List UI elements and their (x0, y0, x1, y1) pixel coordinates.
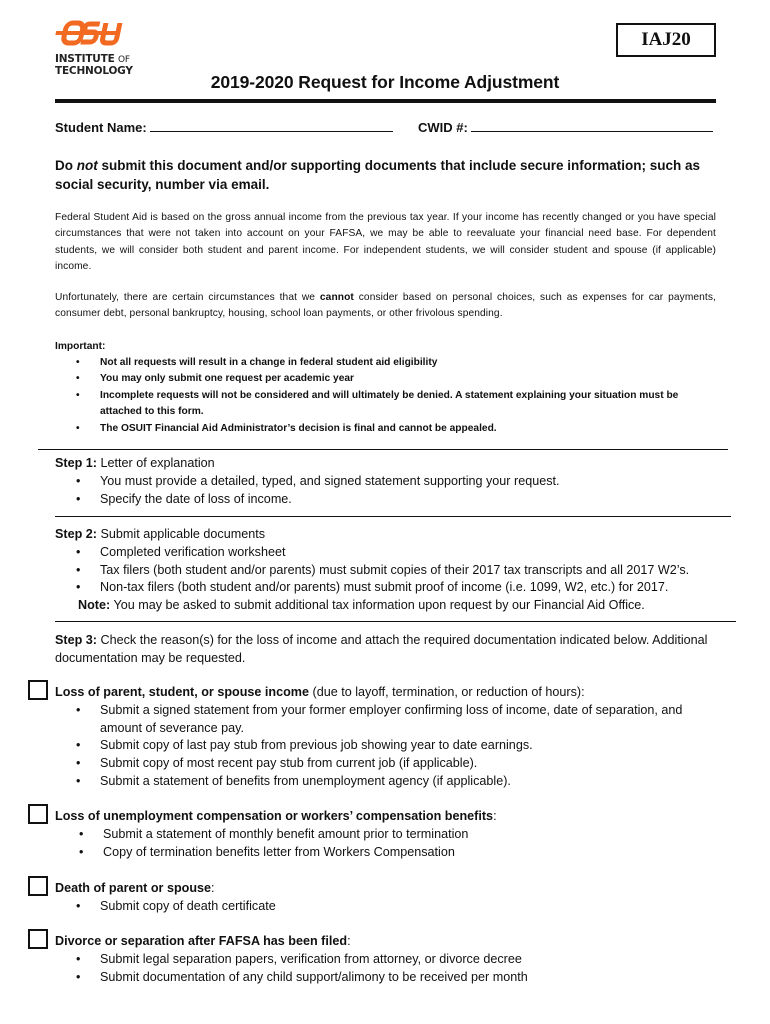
list-item: • Completed verification worksheet (55, 544, 716, 562)
logo-line-1: INSTITUTE (55, 53, 115, 65)
step-1-list (55, 473, 716, 509)
form-code: IAJ20 (641, 29, 691, 50)
page-title: 2019-2020 Request for Income Adjustment (210, 72, 560, 92)
list-item: • Submit copy of death certificate (55, 898, 718, 916)
list-item: • Incomplete requests will not be considered and will ultimately be denied. A statement explaining your situation must be attached to this form. (55, 388, 716, 421)
cwid-field[interactable] (418, 120, 713, 135)
reason-detail: : (211, 881, 215, 895)
divorce-checkbox[interactable] (28, 929, 48, 949)
list-item: • Submit a statement of monthly benefit amount prior to termination (58, 826, 718, 844)
list-item: • Specify the date of loss of income. (55, 491, 716, 509)
list-item: • Not all requests will result in a change in federal student aid eligibility (55, 355, 716, 371)
reason-detail: : (347, 934, 351, 948)
warning-suffix: submit this document and/or supporting documents that include secure information; such as social security, number via email. (55, 158, 701, 192)
step-2-list (55, 544, 716, 597)
list-item: • Non-tax filers (both student and/or parents) must submit proof of income (i.e. 1099, W2, etc.) for 2017. (55, 579, 716, 597)
list-item: • Submit documentation of any child support/alimony to be received per month (55, 969, 718, 987)
osu-logo-icon (55, 18, 125, 48)
cwid-label: CWID #: (418, 120, 468, 135)
reason-list (55, 826, 718, 862)
reason-list (55, 898, 718, 916)
important-heading: Important: (55, 341, 106, 352)
list-item: • Submit a statement of benefits from unemployment agency (if applicable). (55, 773, 718, 791)
step-2-label: Step 2: (55, 527, 97, 541)
reason-heading (55, 808, 718, 826)
list-item: • Copy of termination benefits letter from Workers Compensation (58, 844, 718, 862)
osu-logo (55, 18, 145, 77)
reason-detail: (due to layoff, termination, or reduction of hours): (309, 685, 585, 699)
form-code-box (616, 23, 716, 57)
reason-list (55, 702, 718, 791)
logo-line-2: TECHNOLOGY (55, 65, 133, 77)
reason-title: Divorce or separation after FAFSA has been filed (55, 934, 348, 948)
list-item: • Submit a signed statement from your former employer confirming loss of income, date of separation, and amount of severance pay. (55, 702, 718, 738)
step-1-label: Step 1: (55, 456, 97, 470)
reason-loss-of-income (28, 684, 718, 791)
intro-paragraph-1: Federal Student Aid is based on the gross annual income from the previous tax year. If your income has recently changed or you have special circumstances that were not taken into account on your FAFSA, we may be able to reevaluate your financial need base. For dependent students, we will consider both student and parent income. For independent students, we will consider student and spouse (if applicable) income. (55, 212, 716, 273)
divider (55, 516, 731, 517)
list-item: • The OSUIT Financial Aid Administrator’s decision is final and cannot be appealed. (55, 421, 716, 437)
reason-title: Loss of parent, student, or spouse income (55, 685, 310, 699)
list-item: • You may only submit one request per academic year (55, 371, 716, 387)
logo-of: OF (118, 55, 130, 65)
list-item: • Submit copy of most recent pay stub from current job (if applicable). (55, 755, 718, 773)
reason-heading (55, 880, 718, 898)
reason-list (55, 951, 718, 987)
step-2-note (55, 597, 716, 615)
note-label: Note: (78, 598, 111, 613)
loss-of-income-checkbox[interactable] (28, 680, 48, 700)
step-3 (55, 632, 716, 668)
title-rule (55, 99, 716, 103)
list-item: • Submit legal separation papers, verification from attorney, or divorce decree (55, 951, 718, 969)
reason-heading (55, 684, 718, 702)
step-3-text: Check the reason(s) for the loss of income and attach the required documentation indicated below. Additional documentation may be requested. (55, 633, 708, 665)
divider (55, 621, 736, 622)
reason-title: Loss of unemployment compensation or workers’ compensation benefits (55, 809, 494, 823)
list-item: • You must provide a detailed, typed, and signed statement supporting your request. (55, 473, 716, 491)
reason-death (28, 880, 718, 916)
step-2-text: Submit applicable documents (97, 527, 266, 541)
loss-of-compensation-checkbox[interactable] (28, 804, 48, 824)
warning-emphasis: not (76, 158, 98, 173)
p2-bold: cannot (319, 292, 354, 303)
reason-title: Death of parent or spouse (55, 881, 212, 895)
death-checkbox[interactable] (28, 876, 48, 896)
p2-text-before: Unfortunately, there are certain circumstances that we (55, 292, 320, 303)
student-name-label: Student Name: (55, 120, 147, 135)
student-name-line[interactable] (150, 120, 393, 132)
step-2-heading (55, 526, 716, 544)
reason-loss-of-compensation (28, 808, 718, 861)
step-2 (55, 526, 716, 615)
list-item: • Submit copy of last pay stub from previous job showing year to date earnings. (55, 737, 718, 755)
step-1-text: Letter of explanation (97, 456, 215, 470)
security-warning (55, 156, 717, 194)
step-3-heading (55, 632, 716, 668)
important-list (55, 355, 716, 437)
step-3-label: Step 3: (55, 633, 97, 647)
important-section (55, 339, 716, 437)
step-1 (55, 455, 716, 508)
step-1-heading (55, 455, 716, 473)
note-text: You may be asked to submit additional tax information upon request by our Financial Aid Office. (110, 598, 645, 613)
p2-text-after: consider based on personal choices, such as expenses for car payments, consumer debt, personal bankruptcy, housing, school loan payments, or other frivolous spending. (55, 292, 716, 320)
reason-divorce (28, 933, 718, 986)
reason-heading (55, 933, 718, 951)
intro-paragraph-2 (55, 290, 716, 323)
warning-prefix: Do (55, 158, 77, 173)
cwid-line[interactable] (471, 120, 713, 132)
student-name-field[interactable] (55, 120, 393, 135)
reason-detail: : (493, 809, 497, 823)
list-item: • Tax filers (both student and/or parents) must submit copies of their 2017 tax transcripts and all 2017 W2’s. (55, 562, 716, 580)
divider (38, 449, 728, 450)
